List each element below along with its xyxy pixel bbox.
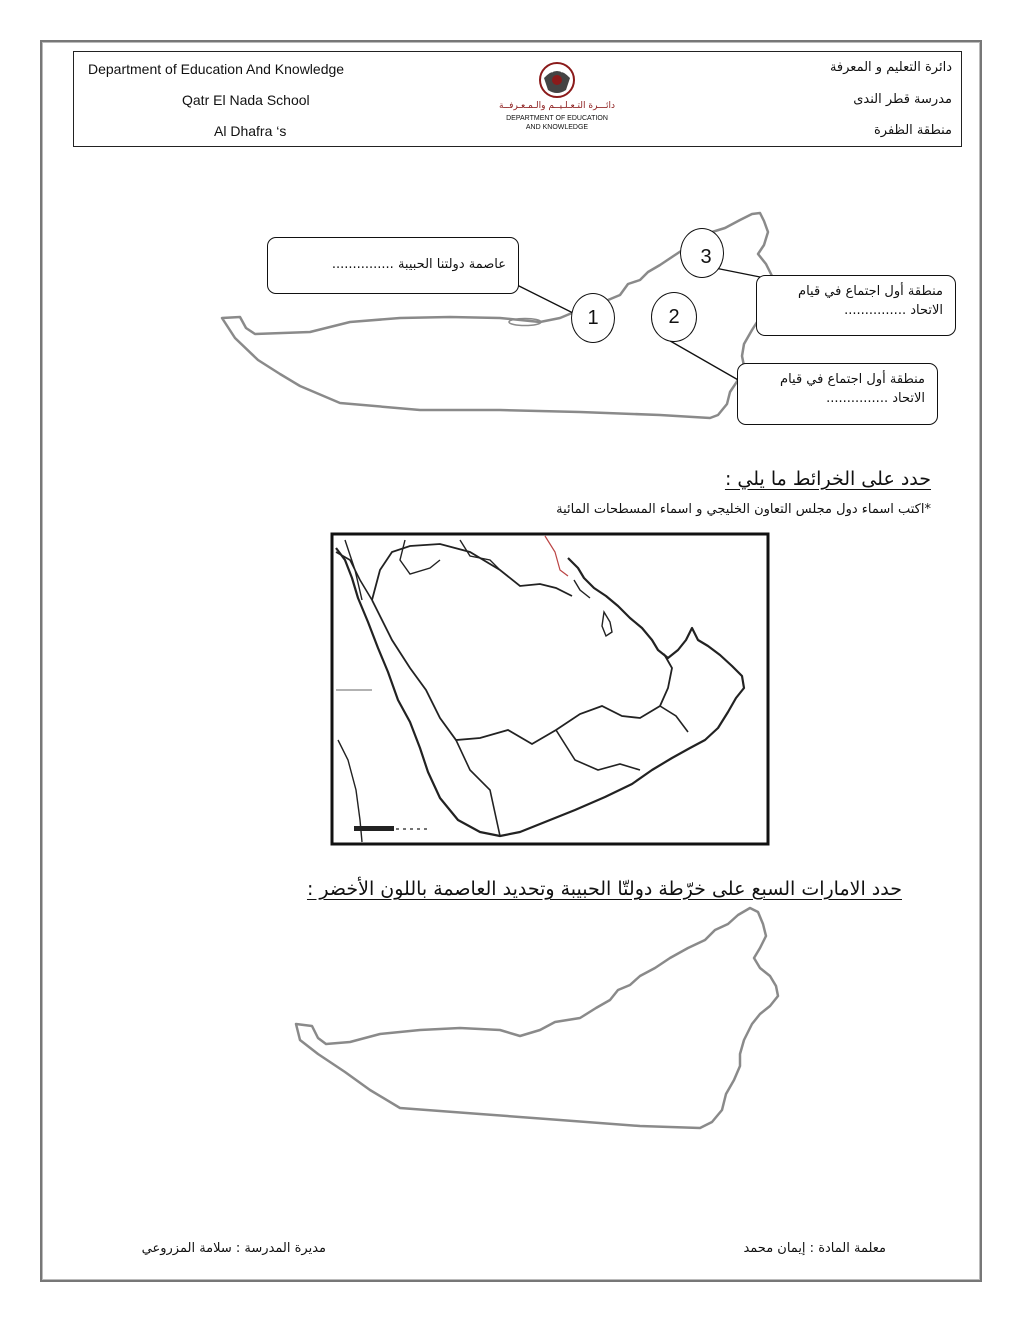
marker-1: 1: [571, 293, 615, 343]
header-school-ar: مدرسة قطر الندى: [853, 92, 952, 107]
marker-2: 2: [651, 292, 697, 342]
first-meeting-callout-bottom: منطقة أول اجتماع في قيام الاتحاد ...............: [737, 363, 938, 425]
first-meeting-callout-top: منطقة أول اجتماع في قيام الاتحاد ...............: [756, 275, 956, 336]
logo-text-ar: دائـــرة التـعـلـيــم والـمـعـرفــة: [499, 101, 615, 111]
footer-principal: مديرة المدرسة : سلامة المزروعي: [141, 1241, 326, 1256]
header-department-ar: دائرة التعليم و المعرفة: [829, 60, 952, 75]
logo-text-en-1: DEPARTMENT OF EDUCATION: [506, 115, 608, 122]
footer-teacher: معلمة المادة : إيمان محمد: [743, 1241, 886, 1256]
header-region-ar: منطقة الظفرة: [873, 123, 952, 138]
section2-heading: حدد على الخرائط ما يلي :: [724, 468, 931, 490]
header-region-en: Al Dhafra ‘s: [214, 123, 287, 139]
header-school-en: Qatr El Nada School: [182, 92, 310, 108]
section2-instruction: *اكتب اسماء دول مجلس التعاون الخليجي و اسماء المسطحات المائية: [556, 502, 931, 517]
capital-callout: عاصمة دولتنا الحبيبة ...............: [267, 237, 519, 294]
logo-text-en-2: AND KNOWLEDGE: [525, 124, 589, 131]
marker-3: 3: [680, 228, 724, 278]
header-department-en: Department of Education And Knowledge: [88, 61, 345, 77]
section3-heading: حدد الامارات السبع على خرّطة دولتّا الحبيبة وتحديد العاصمة باللون الأخضر :: [306, 878, 902, 900]
